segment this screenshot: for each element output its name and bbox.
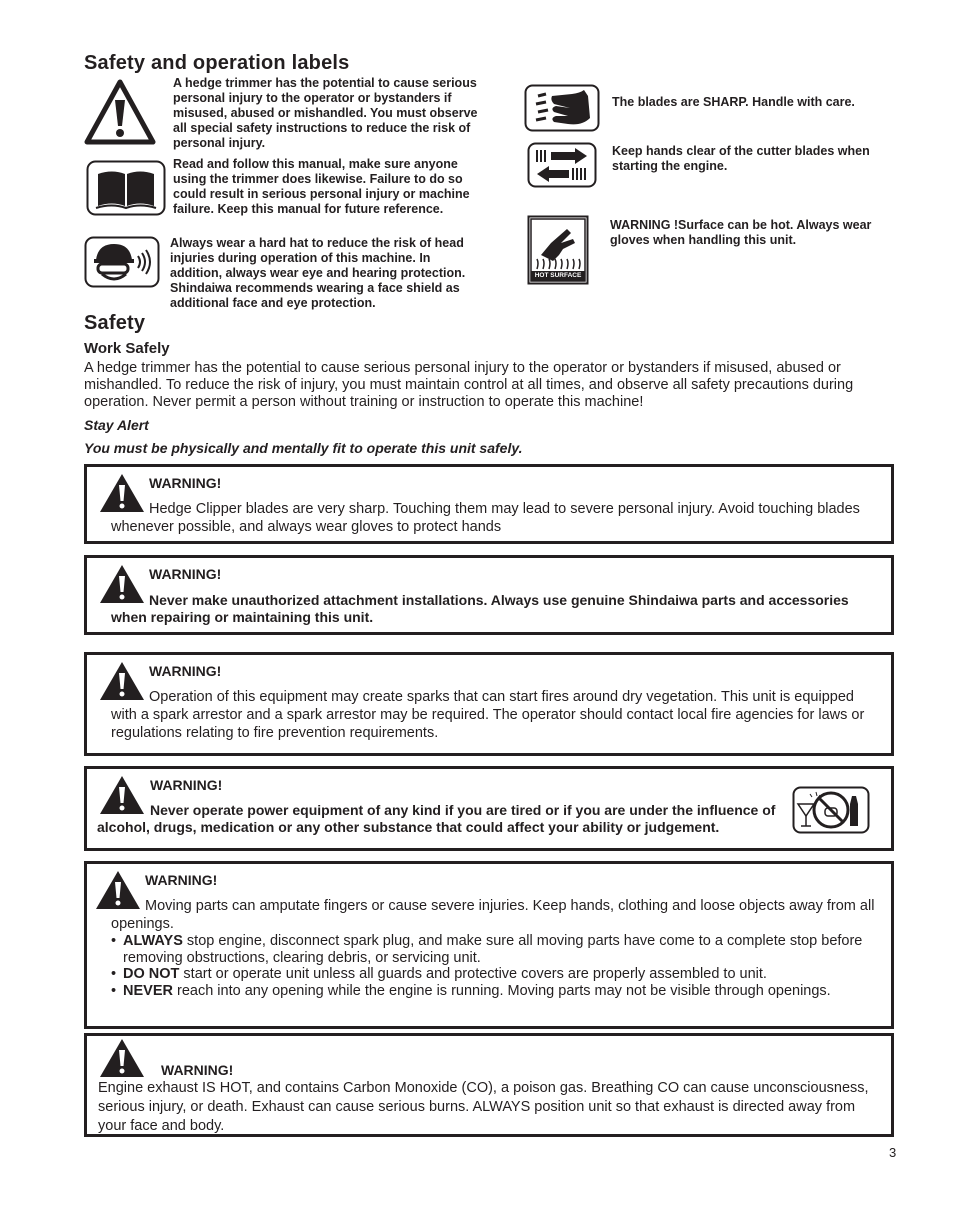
warning-title: WARNING! bbox=[149, 663, 222, 679]
bullet-text: start or operate unit unless all guards and protective covers are properly assembled to unit. bbox=[179, 966, 767, 982]
section-title-safety: Safety bbox=[84, 312, 146, 334]
warning-box-blades bbox=[84, 464, 894, 544]
label-text-manual: Read and follow this manual, make sure anyone using the trimmer does likewise. Failure to do so could result in serious personal injury or machine failure. Keep this manual for future reference. bbox=[173, 157, 470, 216]
bullet-text: reach into any opening while the engine is running. Moving parts may not be visible through openings. bbox=[172, 982, 831, 999]
warning-text: Operation of this equipment may create sparks that can start fires around dry vegetation. This unit is equipped with a spark arrestor and a spark arrestor may be required. The operator should contact local fire agencies for laws or regulations relating to fire prevention requirements. bbox=[111, 689, 865, 741]
warning-text: Never operate power equipment of any kind if you are tired or if you are under the influence of alcohol, drugs, medication or any other substance that could affect your ability or judgement. bbox=[97, 802, 776, 835]
open-book-icon bbox=[86, 160, 166, 216]
bullet-lead: NEVER bbox=[123, 982, 173, 999]
warning-title: WARNING! bbox=[150, 777, 223, 793]
hot-surface-icon bbox=[527, 215, 589, 285]
bullet-lead: DO NOT bbox=[123, 966, 180, 982]
warning-title: WARNING! bbox=[149, 566, 222, 582]
warning-box-exhaust bbox=[84, 1033, 894, 1137]
label-text-hot-surface: WARNING !Surface can be hot. Always wear gloves when handling this unit. bbox=[610, 218, 872, 247]
label-text-sharp: The blades are SHARP. Handle with care. bbox=[612, 95, 855, 109]
sharp-blade-hand-icon bbox=[524, 84, 600, 132]
bullet-lead: ALWAYS bbox=[123, 933, 183, 949]
hands-clear-arrows-icon bbox=[527, 142, 597, 188]
warning-triangle-icon bbox=[99, 1038, 145, 1083]
warning-title: WARNING! bbox=[145, 872, 218, 888]
bullet-item: • NEVER reach into any opening while the engine is running. Moving parts may not be visible through openings. bbox=[111, 982, 831, 999]
warning-box-attachments bbox=[84, 555, 894, 635]
hot-surface-caption: HOT SURFACE bbox=[534, 272, 582, 279]
stay-alert-text: You must be physically and mentally fit to operate this unit safely. bbox=[84, 440, 523, 456]
bullet-item: • ALWAYS stop engine, disconnect spark plug, and make sure all moving parts have come to a complete stop before removing obstructions, clearing debris, or servicing unit. bbox=[111, 933, 863, 966]
warning-text: Never make unauthorized attachment installations. Always use genuine Shindaiwa parts and accessories when repairing or maintaining this unit. bbox=[111, 592, 849, 625]
label-text-hands-clear: Keep hands clear of the cutter blades when starting the engine. bbox=[612, 144, 870, 173]
warning-triangle-icon bbox=[84, 78, 156, 146]
warning-text: Engine exhaust IS HOT, and contains Carbon Monoxide (CO), a poison gas. Breathing CO can cause unconsciousness, serious injury, or death. Exhaust can cause serious burns. ALWAYS position unit so that exhaust is directed away from your face and body. bbox=[98, 1080, 869, 1134]
label-text-warning: A hedge trimmer has the potential to cause serious personal injury to the operator or bystanders if misused, abused or mishandled. You must observe all special safety instructions to reduce the risk of personal injury. bbox=[173, 76, 478, 150]
work-safely-heading: Work Safely bbox=[84, 340, 170, 357]
warning-box-fitness bbox=[84, 766, 894, 851]
bullet-item: • DO NOT start or operate unit unless all guards and protective covers are properly assembled to unit. bbox=[111, 966, 767, 982]
warning-box-sparks bbox=[84, 652, 894, 756]
warning-text: Hedge Clipper blades are very sharp. Touching them may lead to severe personal injury. Avoid touching blades whenever possible, and always wear gloves to protect hands bbox=[111, 501, 860, 535]
bullet-text: stop engine, disconnect spark plug, and make sure all moving parts have come to a complete stop before removing obstructions, clearing debris, or servicing unit. bbox=[123, 933, 863, 966]
hard-hat-goggles-icon bbox=[84, 236, 160, 288]
warning-box-moving-parts bbox=[84, 861, 894, 1029]
section-title-labels: Safety and operation labels bbox=[84, 52, 350, 74]
no-alcohol-drugs-icon bbox=[792, 786, 870, 834]
work-safely-paragraph: A hedge trimmer has the potential to cause serious personal injury to the operator or bystanders if misused, abused or mishandled. To reduce the risk of injury, you must maintain control at all times, and observe all safety precautions during operation. Never permit a person without training or instruction to operate this machine! bbox=[84, 360, 854, 410]
stay-alert-heading: Stay Alert bbox=[84, 417, 149, 433]
warning-title: WARNING! bbox=[149, 475, 222, 491]
warning-title: WARNING! bbox=[161, 1062, 234, 1078]
label-text-protection: Always wear a hard hat to reduce the risk of head injuries during operation of this machine. In addition, always wear eye and hearing protection. Shindaiwa recommends wearing a face shield as additional face and eye protection. bbox=[170, 236, 466, 310]
bullet-list bbox=[111, 933, 881, 999]
page-number: 3 bbox=[889, 1145, 897, 1160]
warning-text: Moving parts can amputate fingers or cause severe injuries. Keep hands, clothing and loose objects away from all openings. bbox=[111, 898, 875, 932]
